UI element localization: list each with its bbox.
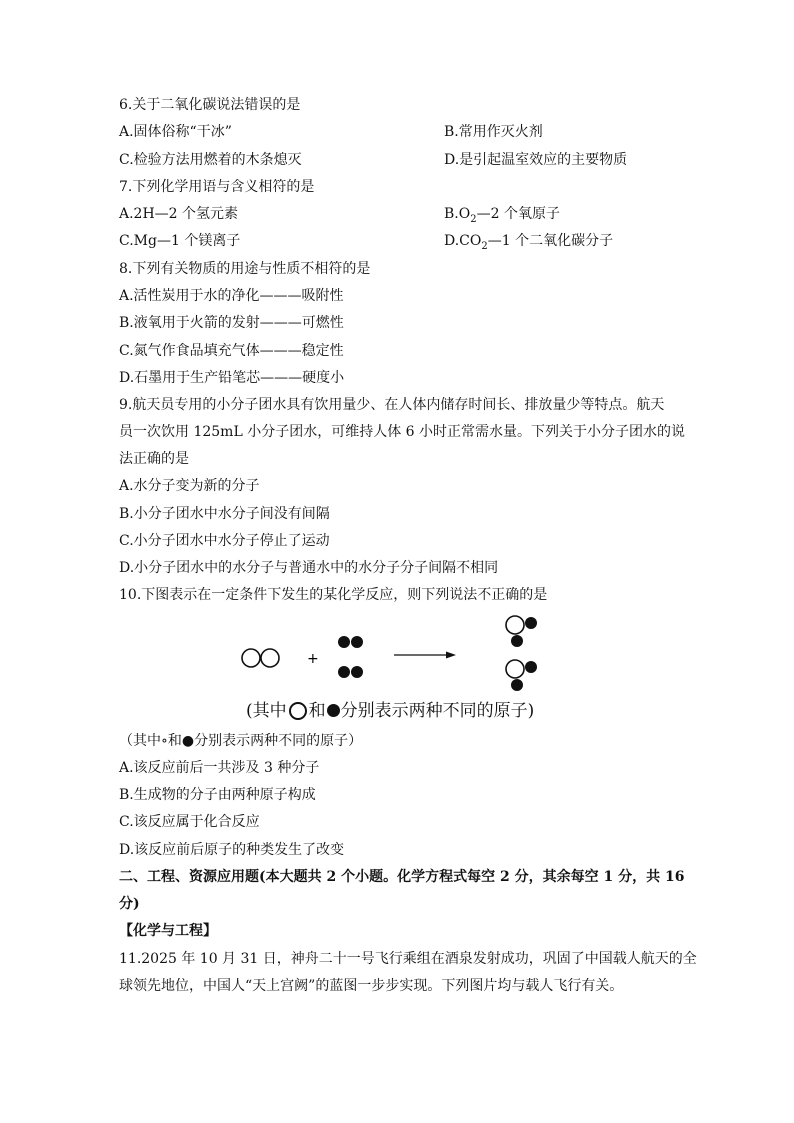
reactant-molecule-open: [242, 649, 279, 667]
filled-atom: [351, 666, 363, 678]
q9-stem-line3: 法正确的是: [119, 451, 189, 467]
filled-atom: [511, 679, 523, 691]
open-atom: [242, 649, 260, 667]
q7-option-b-post: —2 个氧原子: [476, 206, 560, 222]
q10-option-a: A.该反应前后一共涉及 3 种分子: [119, 760, 320, 776]
open-atom: [261, 649, 279, 667]
q7-option-b-pre: B.O: [444, 206, 471, 222]
reactant-molecule-filled-2: [338, 666, 363, 678]
reaction-diagram: [230, 608, 570, 698]
q10-option-b: B.生成物的分子由两种原子构成: [119, 787, 316, 803]
reaction-arrow: [394, 652, 456, 659]
q8-option-a: A.活性炭用于水的净化———吸附性: [119, 288, 344, 304]
diagram-caption: [246, 700, 534, 722]
caption-mid: 和: [308, 701, 326, 721]
q6-stem: 6.关于二氧化碳说法错误的是: [119, 97, 301, 113]
q7-option-c: C.Mg—1 个镁离子: [119, 233, 241, 249]
q7-option-d-post: —1 个二氧化碳分子: [487, 233, 614, 249]
open-atom-icon: [289, 702, 307, 720]
q7-option-d: [444, 231, 613, 257]
filled-atom: [525, 617, 537, 629]
filled-atom: [338, 666, 350, 678]
q6-option-d: D.是引起温室效应的主要物质: [444, 152, 628, 168]
filled-atom: [525, 661, 537, 673]
q8-option-d: D.石墨用于生产铅笔芯———硬度小: [119, 370, 345, 386]
q10-note: （其中∘和●分别表示两种不同的原子）: [119, 733, 363, 749]
filled-atom: [511, 635, 523, 647]
product-molecule-2: [506, 660, 537, 691]
q7-option-d-pre: D.CO: [444, 233, 482, 249]
q10-stem: 10.下图表示在一定条件下发生的某化学反应，则下列说法不正确的是: [119, 587, 548, 603]
q11-line2: 球领先地位，中国人“天上宫阙”的蓝图一步步实现。下列图片均与载人飞行有关。: [119, 978, 624, 994]
q6-option-c: C.检验方法用燃着的木条熄灭: [119, 152, 302, 168]
q10-option-d: D.该反应前后原子的种类发生了改变: [119, 842, 345, 858]
q7-option-b-sub: 2: [470, 213, 477, 225]
q9-stem-line2: 员一次饮用 125mL 小分子团水，可维持人体 6 小时正常需水量。下列关于小分子团水的说: [119, 424, 685, 440]
q8-stem: 8.下列有关物质的用途与性质不相符的是: [119, 261, 371, 277]
q7-option-d-sub: 2: [481, 240, 488, 252]
q7-stem: 7.下列化学用语与含义相符的是: [119, 179, 315, 195]
caption-post: 分别表示两种不同的原子): [340, 701, 535, 721]
plus-sign: +: [307, 651, 319, 667]
q9-option-a: A.水分子变为新的分子: [119, 478, 260, 494]
q7-option-a: A.2H—2 个氢元素: [119, 206, 239, 222]
q10-option-c: C.该反应属于化合反应: [119, 814, 260, 830]
q8-option-b: B.液氧用于火箭的发射———可燃性: [119, 315, 344, 331]
q9-option-b: B.小分子团水中水分子间没有间隔: [119, 506, 330, 522]
filled-atom: [351, 636, 363, 648]
section2-subheading: 【化学与工程】: [119, 923, 217, 939]
q9-stem-line1: 9.航天员专用的小分子团水具有饮用量少、在人体内储存时间长、排放量少等特点。航天: [119, 397, 665, 413]
filled-atom: [338, 636, 350, 648]
q9-option-d: D.小分子团水中的水分子与普通水中的水分子分子间隔不相同: [119, 560, 499, 576]
q6-option-a: A.固体俗称“干冰”: [119, 124, 232, 140]
q11-line1: 11.2025 年 10 月 31 日，神舟二十一号飞行乘组在酒泉发射成功，巩固了中国载人航天的全: [119, 951, 697, 967]
q9-option-c: C.小分子团水中水分子停止了运动: [119, 533, 330, 549]
q6-option-b: B.常用作灭火剂: [444, 124, 543, 140]
section2-heading-line1: 二、工程、资源应用题(本大题共 2 个小题。化学方程式每空 2 分，其余每空 1 分，共 16: [119, 869, 685, 885]
reactant-molecule-filled-1: [338, 636, 363, 648]
section2-heading-line2: 分): [119, 896, 140, 912]
caption-pre: (其中: [246, 701, 287, 721]
open-atom: [506, 616, 524, 634]
q8-option-c: C.氮气作食品填充气体———稳定性: [119, 343, 344, 359]
open-atom: [506, 660, 524, 678]
product-molecule-1: [506, 616, 537, 647]
filled-atom-icon: [327, 704, 340, 717]
q7-option-b: [444, 204, 560, 230]
